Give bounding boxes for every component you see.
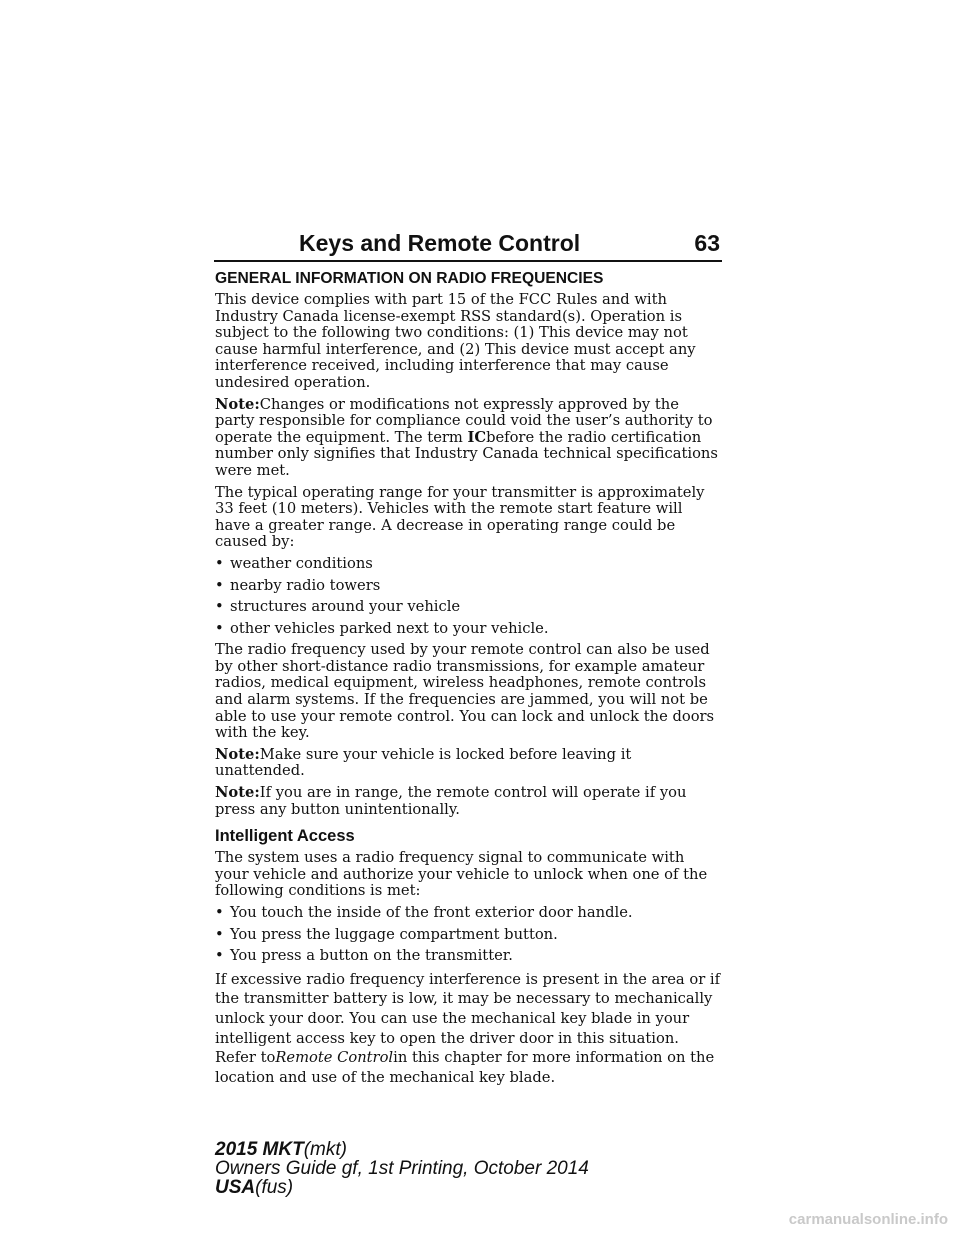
list-item: • nearby radio towers <box>215 576 381 594</box>
footer-edition: Owners Guide gf, 1st Printing, October 2014 <box>215 1158 589 1179</box>
note-modifications <box>215 397 721 480</box>
note-text: Make sure your vehicle is locked before leaving it unattended. <box>215 745 632 780</box>
list-item: • structures around your vehicle <box>215 598 461 616</box>
note-label: Note: <box>215 784 260 802</box>
document-footer <box>215 1140 589 1197</box>
note-label: Note: <box>215 745 260 763</box>
paragraph-operating-range: The typical operating range for your transmitter is approximately 33 feet (10 meters). Vehicles with the remote start feature will have a greater range. A decrease in operating range could be caused by: <box>215 483 705 551</box>
note-locked <box>215 747 721 780</box>
paragraph-fcc-compliance: This device complies with part 15 of the FCC Rules and with Industry Canada license-exempt RSS standard(s). Operation is subject to the following two conditions: (1) This device may not cause harmful interference, and (2) This device must accept any interference received, including interference that may cause undesired operation. <box>215 291 696 391</box>
page-header <box>214 228 722 262</box>
footer-market: USA <box>215 1177 256 1198</box>
note-text: before the radio certification number only signifies that Industry Canada technical specifications were met. <box>215 428 718 479</box>
footer-market-code: (fus) <box>255 1177 294 1198</box>
chapter-title: Keys and Remote Control <box>299 230 581 256</box>
list-item: • weather conditions <box>215 554 373 572</box>
note-term: IC <box>467 428 487 446</box>
note-label: Note: <box>215 395 260 413</box>
list-item: • You press a button on the transmitter. <box>215 947 513 965</box>
paragraph-intelligent-access: The system uses a radio frequency signal to communicate with your vehicle and authorize your vehicle to unlock when one of the following conditions is met: <box>215 849 708 900</box>
bullet-icon: • <box>215 925 224 943</box>
footer-model: 2015 MKT <box>215 1139 304 1160</box>
bullet-icon: • <box>215 598 224 616</box>
bullet-icon: • <box>215 619 224 637</box>
list-item: • You press the luggage compartment button. <box>215 925 558 943</box>
section-title-intelligent-access: Intelligent Access <box>215 827 355 846</box>
bullet-icon: • <box>215 947 224 965</box>
list-item: • other vehicles parked next to your vehicle. <box>215 619 549 637</box>
list-item: • You touch the inside of the front exterior door handle. <box>215 904 633 921</box>
cross-reference-link: Remote Control <box>275 1049 394 1067</box>
section-title-radio-frequencies: GENERAL INFORMATION ON RADIO FREQUENCIES <box>215 270 604 287</box>
page-number: 63 <box>694 230 720 256</box>
page-content <box>215 270 721 1092</box>
footer-model-code: (mkt) <box>303 1139 347 1160</box>
note-in-range <box>215 785 721 818</box>
bullet-icon: • <box>215 576 224 594</box>
note-text: If you are in range, the remote control will operate if you press any button unintentionally. <box>215 784 687 818</box>
note-text: Changes or modifications not expressly approved by the party responsible for compliance could void the user’s authority to operate the equipment. The term <box>215 395 713 446</box>
paragraph-frequency-interference: The radio frequency used by your remote control can also be used by other short-distance radio transmissions, for example amateur radios, medical equipment, wireless headphones, remote controls and alarm systems. If the frequencies are jammed, you will not be able to use your remote control. You can lock and unlock the doors with the key. <box>215 641 715 742</box>
bullet-icon: • <box>215 904 224 921</box>
bullet-icon: • <box>215 554 224 572</box>
watermark: carmanualsonline.info <box>788 1211 948 1228</box>
paragraph-mechanical-key: If excessive radio frequency interference is present in the area or if the transmitter battery is low, it may be necessary to mechanically unlock your door. You can use the mechanical key blade in your intelligent access key to open the driver door in this situation. Refer toRemote Controlin this chapter for more information on the location and use of the mechanical key blade. <box>215 970 721 1086</box>
